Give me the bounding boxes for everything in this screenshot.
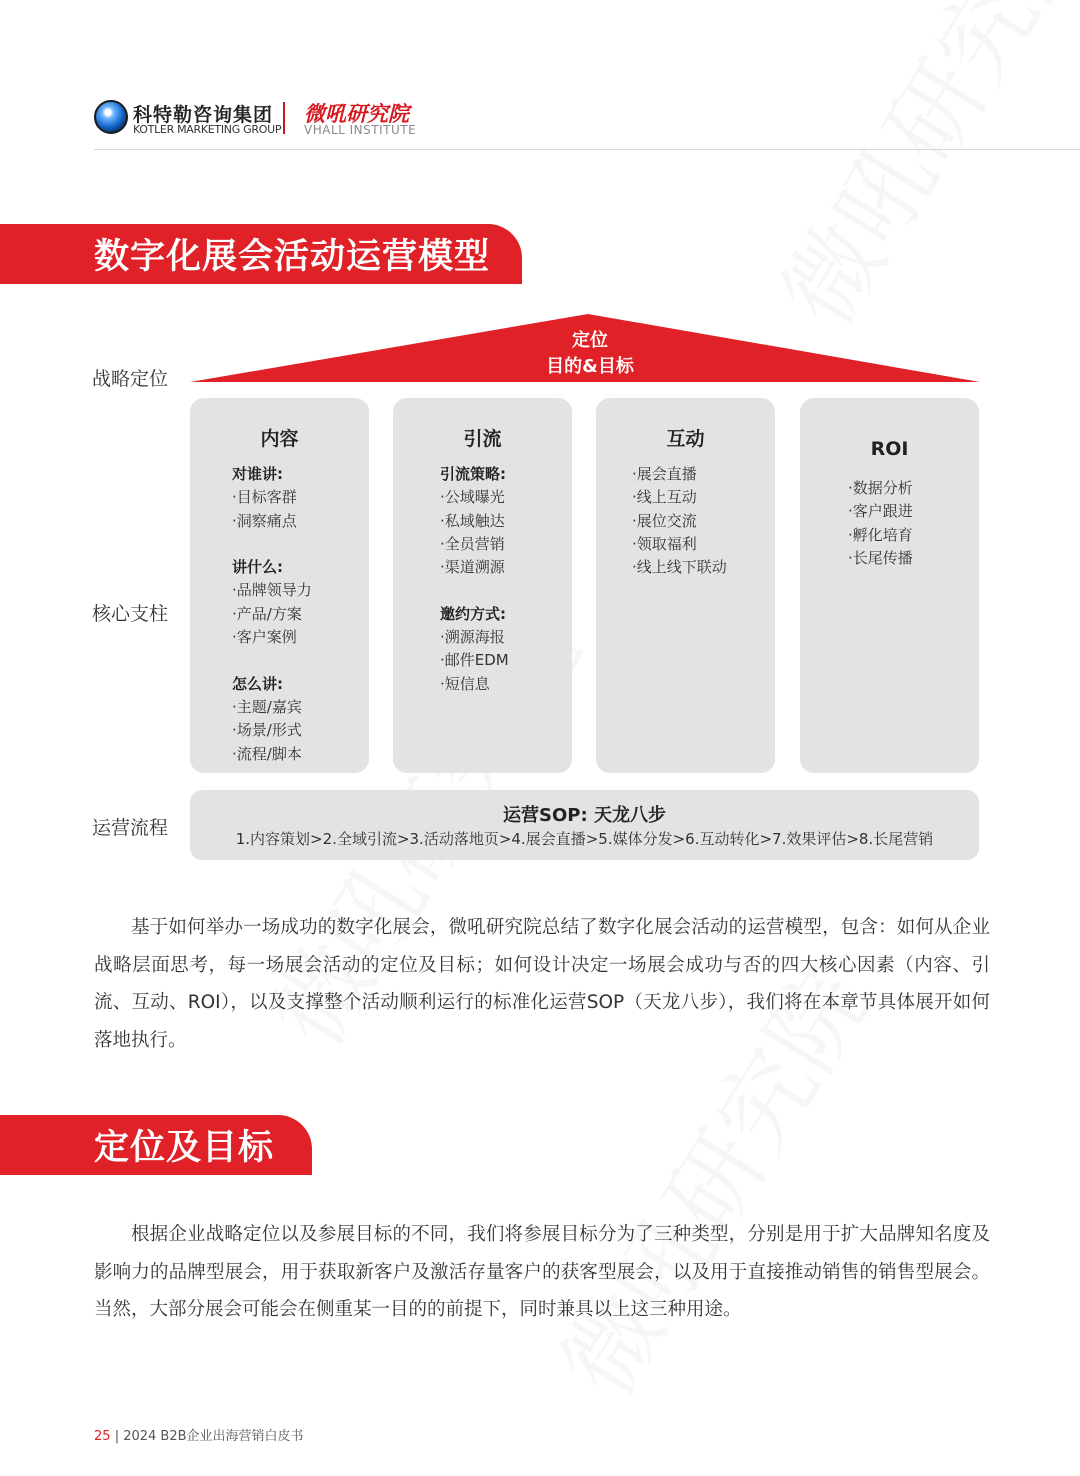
body-paragraph xyxy=(94,1216,990,1329)
kotler-name-en: KOTLER MARKETING GROUP xyxy=(133,123,282,136)
pillar-subheading: 讲什么: xyxy=(232,558,283,577)
list-item: ·洞察痛点 xyxy=(232,511,297,530)
list-item: ·线上线下联动 xyxy=(632,558,727,577)
list-item: ·渠道溯源 xyxy=(440,558,505,577)
watermark xyxy=(745,0,1080,348)
pillar-title: 互动 xyxy=(666,428,705,450)
list-item: ·产品/方案 xyxy=(232,604,302,623)
paragraph-text: 基于如何举办一场成功的数字化展会，微吼研究院总结了数字化展会活动的运营模型，包含：如何从企业战略层面思考，每一场展会活动的定位及目标；如何设计决定一场展会成功与否的四大核心因素（内容、引流、互动、ROI），以及支撑整个活动顺利运行的标准化运营SOP（天龙八步），我们将在本章节具体展开如何落地执行。 xyxy=(94,917,990,1051)
body-paragraph xyxy=(94,909,990,1059)
pillar-subheading: 怎么讲: xyxy=(232,674,283,693)
pillar-list xyxy=(632,463,727,579)
list-item: ·邮件EDM xyxy=(440,651,509,670)
section-title-banner xyxy=(0,1115,312,1175)
section-title: 数字化展会活动运营模型 xyxy=(94,237,491,277)
pillar-subheading: 对谁讲: xyxy=(232,465,283,483)
pillar-title: 内容 xyxy=(260,428,299,450)
section-title: 定位及目标 xyxy=(94,1128,275,1168)
list-item: ·品牌领导力 xyxy=(232,581,312,600)
roof-subtitle: 目的&目标 xyxy=(546,356,634,377)
section-title-banner xyxy=(0,224,522,284)
roof-title: 定位 xyxy=(572,330,608,351)
paragraph-text: 根据企业战略定位以及参展目标的不同，我们将参展目标分为了三种类型，分别是用于扩大品牌知名度及影响力的品牌型展会，用于获取新客户及激活存量客户的获客型展会，以及用于直接推动销售的销售型展会。当然，大部分展会可能会在侧重某一目的的前提下，同时兼具以上这三种用途。 xyxy=(94,1224,990,1320)
header-rule xyxy=(94,149,1080,150)
pillar-list xyxy=(232,463,312,766)
list-item: ·数据分析 xyxy=(848,479,913,497)
list-item: ·私域触达 xyxy=(440,511,505,530)
row-label-strategy: 战略定位 xyxy=(92,368,169,390)
pillar-roi xyxy=(800,398,979,773)
kotler-globe-logo-icon xyxy=(94,100,128,134)
list-item: ·主题/嘉宾 xyxy=(232,697,302,716)
list-item: ·场景/形式 xyxy=(232,721,302,740)
list-item: ·客户跟进 xyxy=(848,502,913,521)
footer xyxy=(94,1425,304,1444)
vhall-name-en: VHALL INSTITUTE xyxy=(304,123,417,137)
list-item: ·客户案例 xyxy=(232,628,297,647)
kotler-name-cn: 科特勒咨询集团 xyxy=(133,104,274,126)
row-label-ops: 运营流程 xyxy=(92,817,169,839)
pillar-title: ROI xyxy=(870,438,909,460)
row-label-pillars: 核心支柱 xyxy=(92,603,169,625)
header-divider xyxy=(283,102,285,134)
pillar-interaction xyxy=(596,398,775,773)
list-item: ·全员营销 xyxy=(440,534,505,553)
list-item: ·溯源海报 xyxy=(440,628,505,647)
vhall-name-cn: 微吼研究院 xyxy=(304,102,409,126)
pillar-subheading: 引流策略: xyxy=(440,465,506,483)
list-item: ·目标客群 xyxy=(232,488,297,507)
list-item: ·展位交流 xyxy=(632,511,697,530)
page-number: 25 xyxy=(94,1429,111,1444)
list-item: ·流程/脚本 xyxy=(232,744,302,763)
list-item: ·长尾传播 xyxy=(848,548,913,567)
list-item: ·展会直播 xyxy=(632,465,697,483)
footer-title: | 2024 B2B企业出海营销白皮书 xyxy=(114,1429,304,1444)
list-item: ·领取福利 xyxy=(632,534,697,553)
pillar-subheading: 邀约方式: xyxy=(440,604,506,623)
sop-title: 运营SOP: 天龙八步 xyxy=(503,805,666,826)
list-item: ·短信息 xyxy=(440,674,490,693)
pillar-traffic xyxy=(393,398,572,773)
pillar-list xyxy=(440,463,509,696)
list-item: ·孵化培育 xyxy=(848,525,913,544)
list-item: ·公域曝光 xyxy=(440,488,505,507)
sop-steps: 1.内容策划>2.全域引流>3.活动落地页>4.展会直播>5.媒体分发>6.互动转化>7.效果评估>8.长尾营销 xyxy=(235,830,934,848)
pillar-list xyxy=(848,477,913,570)
pillar-content xyxy=(190,398,369,773)
list-item: ·线上互动 xyxy=(632,488,697,507)
pillar-title: 引流 xyxy=(463,428,502,450)
